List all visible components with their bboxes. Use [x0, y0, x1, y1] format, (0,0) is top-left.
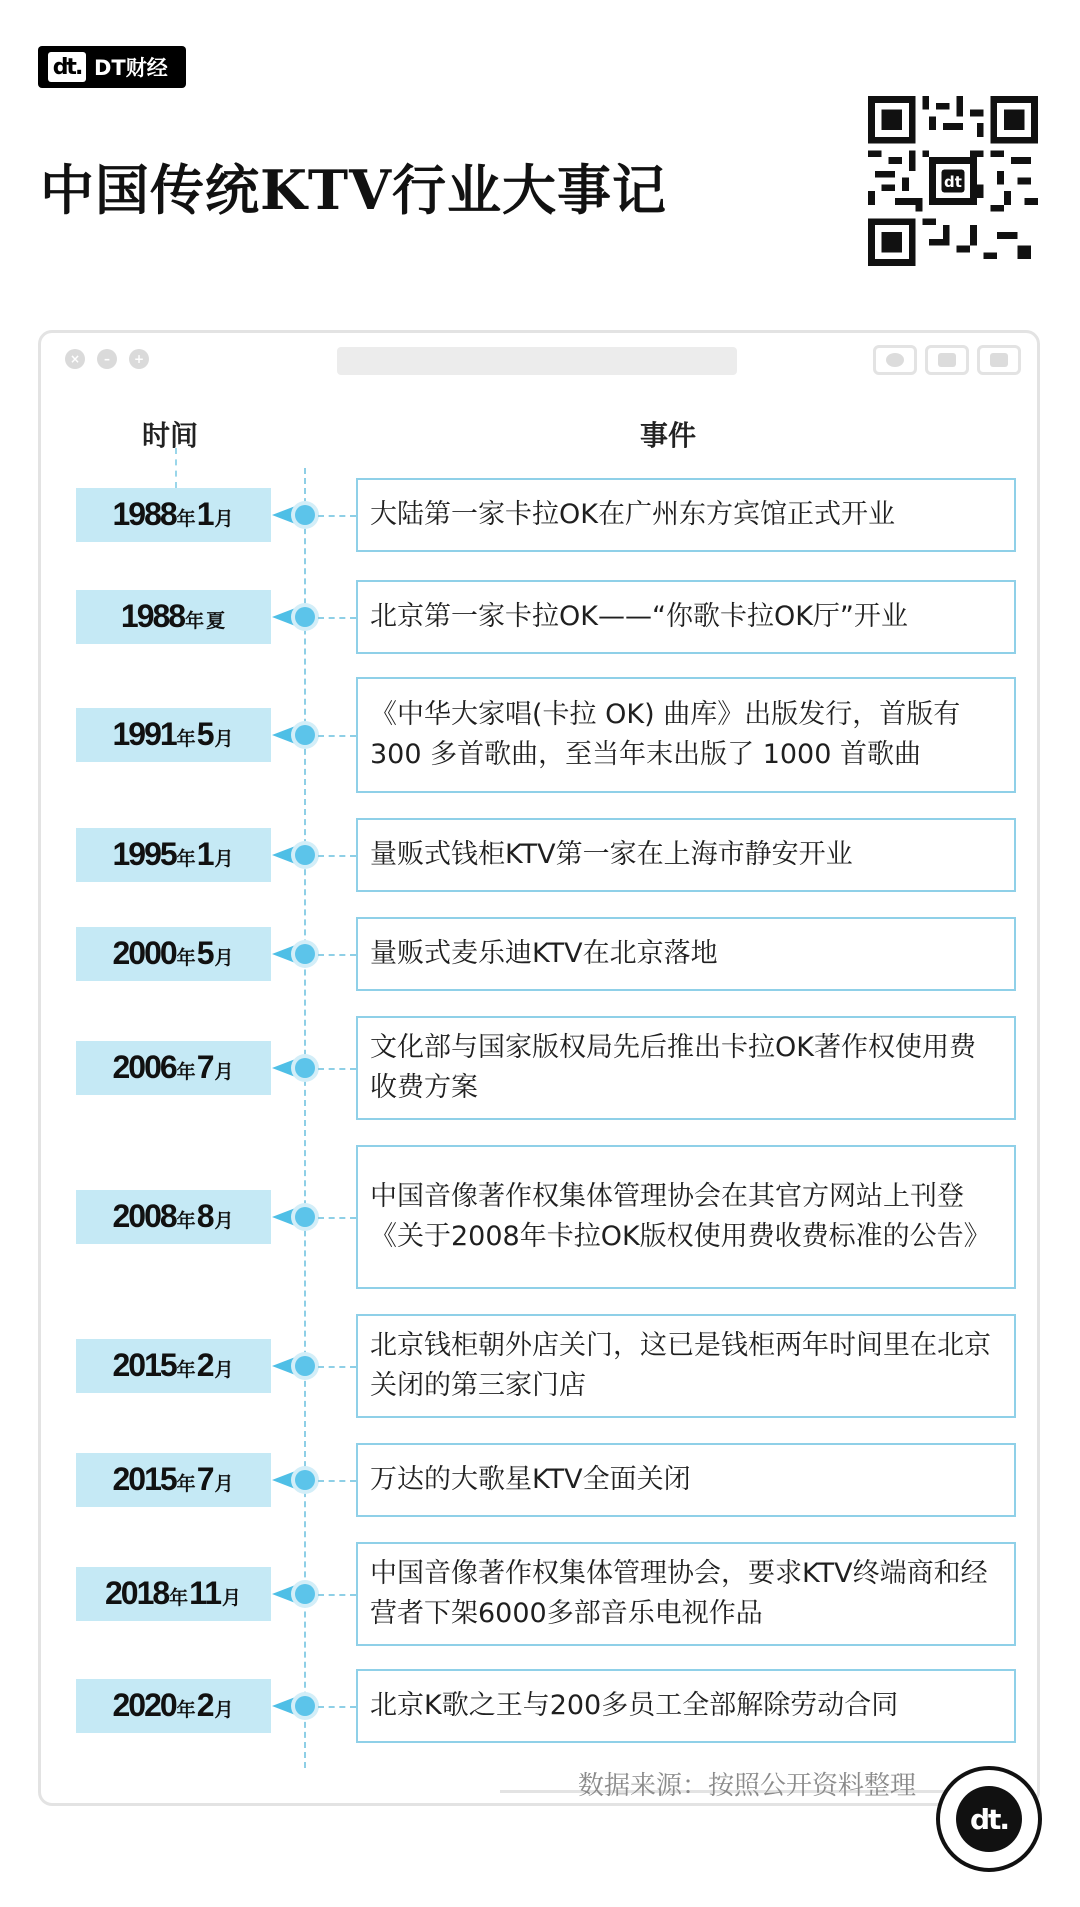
timeline-connector — [318, 855, 356, 857]
timeline-node — [295, 1356, 315, 1376]
window-title-bar — [41, 333, 1037, 385]
date-year-unit: 年 — [176, 728, 196, 750]
timeline-date — [76, 708, 271, 762]
timeline-event — [356, 1314, 1016, 1418]
date-year: 1991 — [112, 716, 176, 752]
date-month-unit: 月 — [214, 947, 234, 969]
event-text: 北京钱柜朝外店关门，这已是钱柜两年时间里在北京关闭的第三家门店 — [370, 1330, 991, 1401]
timeline-event — [356, 1669, 1016, 1743]
timeline-node — [295, 725, 315, 745]
date-month: 5 — [196, 935, 214, 971]
date-month-unit: 月 — [214, 1359, 234, 1381]
close-icon: × — [65, 349, 85, 369]
timeline-node — [295, 845, 315, 865]
date-month-unit: 月 — [214, 1061, 234, 1083]
date-year-unit: 年 — [176, 508, 196, 530]
date-year-unit: 年 — [176, 1699, 196, 1721]
timeline-connector — [318, 1366, 356, 1368]
timeline-date — [76, 1679, 271, 1733]
event-text: 中国音像著作权集体管理协会在其官方网站上刊登《关于2008年卡拉OK版权使用费收费标准的公告》 — [370, 1181, 991, 1252]
timeline-connector — [318, 735, 356, 737]
timeline-node — [295, 1207, 315, 1227]
timeline-date — [76, 828, 271, 882]
timeline-connector — [318, 1594, 356, 1596]
date-year-unit: 年 — [176, 1359, 196, 1381]
event-text: 文化部与国家版权局先后推出卡拉OK著作权使用费收费方案 — [370, 1032, 976, 1103]
minimize-icon: – — [97, 349, 117, 369]
event-text: 量贩式钱柜KTV第一家在上海市静安开业 — [370, 839, 853, 870]
timeline-node — [295, 1696, 315, 1716]
date-year-unit: 年 — [169, 1587, 189, 1609]
date-year-unit: 年 — [176, 947, 196, 969]
timeline-date — [76, 1041, 271, 1095]
date-year: 2015 — [112, 1461, 176, 1497]
event-text: 中国音像著作权集体管理协会，要求KTV终端商和经营者下架6000多部音乐电视作品 — [370, 1558, 988, 1629]
date-month-unit: 月 — [214, 728, 234, 750]
date-year: 2015 — [112, 1347, 176, 1383]
date-year: 2008 — [112, 1198, 176, 1234]
timeline-connector — [318, 1068, 356, 1070]
date-month: 2 — [196, 1687, 214, 1723]
date-month-unit: 月 — [214, 1210, 234, 1232]
date-month-unit: 夏 — [206, 610, 226, 632]
timeline-date — [76, 1190, 271, 1244]
window-button-3 — [977, 345, 1021, 375]
date-month: 11 — [189, 1575, 221, 1611]
date-month-unit: 月 — [214, 1473, 234, 1495]
timeline-node — [295, 944, 315, 964]
brand-logo — [38, 46, 186, 88]
date-month-unit: 月 — [214, 1699, 234, 1721]
maximize-icon: + — [129, 349, 149, 369]
timeline-connector — [318, 1480, 356, 1482]
column-header-time: 时间 — [142, 419, 199, 452]
date-year: 2020 — [112, 1687, 176, 1723]
timeline-node — [295, 505, 315, 525]
timeline-node — [295, 1058, 315, 1078]
timeline-connector — [318, 1217, 356, 1219]
date-year-unit: 年 — [176, 848, 196, 870]
timeline-event — [356, 1542, 1016, 1646]
date-year-unit: 年 — [176, 1473, 196, 1495]
date-month-unit: 月 — [222, 1587, 242, 1609]
event-text: 万达的大歌星KTV全面关闭 — [370, 1464, 691, 1495]
timeline-event — [356, 1145, 1016, 1289]
date-month: 1 — [196, 496, 214, 532]
date-month: 8 — [196, 1198, 214, 1234]
timeline-event — [356, 1016, 1016, 1120]
time-header-connector — [175, 448, 177, 488]
date-month: 7 — [196, 1461, 214, 1497]
timeline-date — [76, 927, 271, 981]
source-note: 数据来源：按照公开资料整理 — [578, 1771, 917, 1801]
timeline-event — [356, 818, 1016, 892]
date-year: 2018 — [104, 1575, 169, 1611]
timeline-connector — [318, 617, 356, 619]
timeline-connector — [318, 1706, 356, 1708]
date-year: 1995 — [112, 836, 176, 872]
date-month-unit: 月 — [214, 848, 234, 870]
timeline-node — [295, 1470, 315, 1490]
page-title: 中国传统KTV行业大事记 — [40, 158, 668, 222]
corner-logo — [936, 1766, 1042, 1872]
window-button-2 — [925, 345, 969, 375]
timeline-date — [76, 590, 271, 644]
date-year-unit: 年 — [185, 610, 205, 632]
event-text: 北京K歌之王与200多员工全部解除劳动合同 — [370, 1690, 899, 1721]
timeline-date — [76, 1567, 271, 1621]
event-text: 北京第一家卡拉OK——“你歌卡拉OK厅”开业 — [370, 601, 908, 632]
date-month-unit: 月 — [214, 508, 234, 530]
timeline-event — [356, 677, 1016, 793]
event-text: 量贩式麦乐迪KTV在北京落地 — [370, 938, 718, 969]
date-month: 1 — [196, 836, 214, 872]
date-year: 1988 — [120, 598, 185, 634]
timeline-event — [356, 917, 1016, 991]
date-year-unit: 年 — [176, 1210, 196, 1232]
event-text: 大陆第一家卡拉OK在广州东方宾馆正式开业 — [370, 499, 895, 530]
timeline-date — [76, 488, 271, 542]
timeline-date — [76, 1453, 271, 1507]
timeline-event — [356, 1443, 1016, 1517]
timeline-event — [356, 580, 1016, 654]
address-bar — [337, 347, 737, 375]
column-header-event: 事件 — [640, 419, 697, 452]
svg-text:dt: dt — [944, 173, 962, 192]
timeline-connector — [318, 954, 356, 956]
brand-name: DT财经 — [94, 56, 168, 80]
timeline-event — [356, 478, 1016, 552]
brand-mark: dt. — [48, 52, 86, 82]
date-year: 2006 — [112, 1049, 176, 1085]
window-button-1 — [873, 345, 917, 375]
timeline-node — [295, 1584, 315, 1604]
date-year: 2000 — [112, 935, 176, 971]
date-month: 7 — [196, 1049, 214, 1085]
timeline-date — [76, 1339, 271, 1393]
timeline-line — [304, 468, 306, 1768]
date-year-unit: 年 — [176, 1061, 196, 1083]
event-text: 《中华大家唱(卡拉 OK) 曲库》出版发行，首版有300 多首歌曲，至当年末出版了 1000 首歌曲 — [370, 699, 961, 770]
date-month: 2 — [196, 1347, 214, 1383]
corner-logo-mark: dt. — [956, 1786, 1022, 1852]
timeline-connector — [318, 515, 356, 517]
date-year: 1988 — [112, 496, 176, 532]
date-month: 5 — [196, 716, 214, 752]
timeline-node — [295, 607, 315, 627]
qr-code-icon — [868, 96, 1038, 266]
